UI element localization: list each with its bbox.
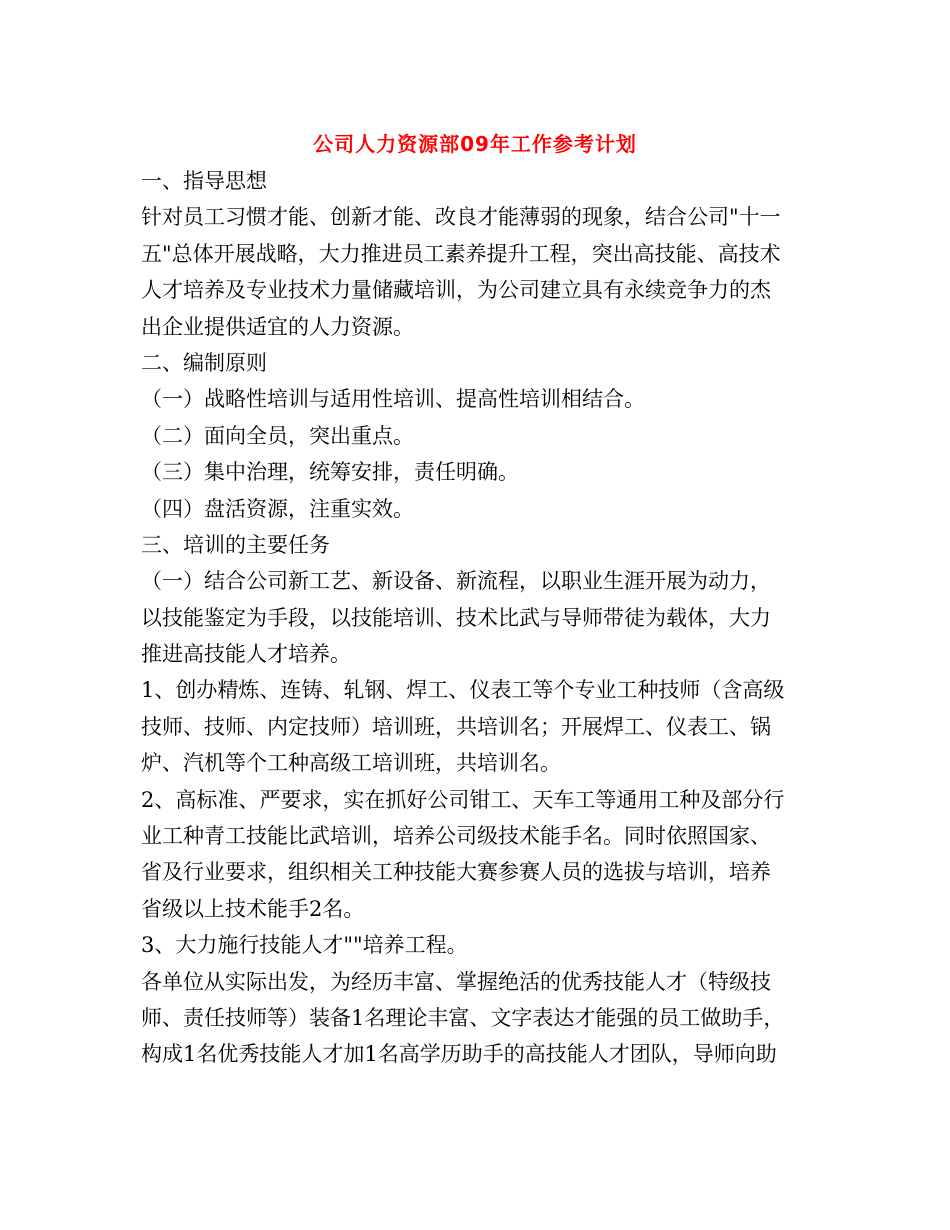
body-line: 师、责任技师等）装备1名理论丰富、文字表达才能强的员工做助手， bbox=[141, 1005, 785, 1030]
body-line: 炉、汽机等个工种高级工培训班，共培训名。 bbox=[141, 751, 561, 776]
body-line: 二、编制原则 bbox=[141, 350, 267, 375]
body-line: 1、创办精炼、连铸、轧钢、焊工、仪表工等个专业工种技师（含高级 bbox=[141, 678, 785, 703]
body-line: 针对员工习惯才能、创新才能、改良才能薄弱的现象，结合公司"十一 bbox=[141, 205, 781, 230]
body-line: 推进高技能人才培养。 bbox=[141, 642, 351, 667]
body-line: （一）结合公司新工艺、新设备、新流程，以职业生涯开展为动力， bbox=[141, 569, 771, 594]
body-line: 省级以上技术能手2名。 bbox=[141, 896, 365, 921]
body-line: 构成1名优秀技能人才加1名高学历助手的高技能人才团队，导师向助 bbox=[141, 1042, 777, 1067]
body-line: （一）战略性培训与适用性培训、提高性培训相结合。 bbox=[141, 387, 645, 412]
body-line: 3、大力施行技能人才""培养工程。 bbox=[141, 933, 468, 958]
body-line: 业工种青工技能比武培训，培养公司级技术能手名。同时依照国家、 bbox=[141, 824, 771, 849]
body-line: （四）盘活资源，注重实效。 bbox=[141, 496, 414, 521]
body-line: 技师、技师、内定技师）培训班，共培训名；开展焊工、仪表工、锅 bbox=[141, 714, 771, 739]
body-line: 以技能鉴定为手段，以技能培训、技术比武与导师带徒为载体，大力 bbox=[141, 605, 771, 630]
document-body bbox=[141, 163, 816, 1073]
body-line: 人才培养及专业技术力量储藏培训，为公司建立具有永续竞争力的杰 bbox=[141, 278, 771, 303]
body-line: 五"总体开展战略，大力推进员工素养提升工程，突出高技能、高技术 bbox=[141, 241, 781, 266]
body-line: 省及行业要求，组织相关工种技能大赛参赛人员的选拔与培训，培养 bbox=[141, 860, 771, 885]
body-line: 2、高标准、严要求，实在抓好公司钳工、天车工等通用工种及部分行 bbox=[141, 787, 785, 812]
body-line: 一、指导思想 bbox=[141, 169, 267, 193]
body-line: （二）面向全员，突出重点。 bbox=[141, 423, 414, 448]
body-line: （三）集中治理，统筹安排，责任明确。 bbox=[141, 460, 519, 485]
document-title: 公司人力资源部09年工作参考计划 bbox=[313, 132, 637, 156]
body-line: 出企业提供适宜的人力资源。 bbox=[141, 314, 414, 339]
body-line: 各单位从实际出发，为经历丰富、掌握绝活的优秀技能人才（特级技 bbox=[141, 969, 771, 994]
body-line: 三、培训的主要任务 bbox=[141, 532, 330, 557]
